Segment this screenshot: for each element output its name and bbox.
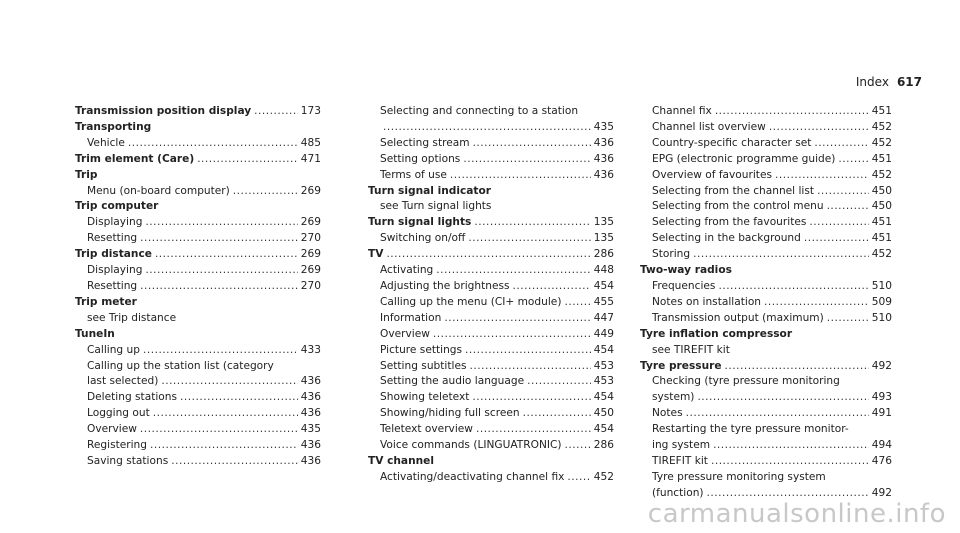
index-subentry[interactable] — [368, 343, 614, 359]
entry-term: Setting subtitles — [380, 359, 467, 372]
leader-dots — [197, 152, 298, 168]
leader-dots — [386, 247, 590, 263]
cross-reference[interactable]: see Trip distance — [87, 311, 177, 324]
page-ref[interactable]: 476 — [871, 454, 892, 467]
page-ref[interactable]: 269 — [300, 216, 321, 229]
entry-term: Notes — [652, 407, 683, 420]
index-subentry-text: Calling up the station list (category — [87, 359, 274, 372]
leader-dots — [140, 279, 298, 295]
page-ref[interactable]: 450 — [871, 184, 892, 197]
page-ref[interactable]: 510 — [871, 311, 892, 324]
leader-dots — [817, 184, 869, 200]
index-heading: Turn signal indicator — [368, 184, 491, 197]
leader-dots — [473, 136, 591, 152]
entry-term: Overview — [87, 423, 137, 436]
leader-dots — [711, 454, 869, 470]
entry-term: Teletext overview — [380, 423, 473, 436]
entry-term: Showing/hiding full screen — [380, 407, 520, 420]
entry-term: Selecting from the channel list — [652, 184, 815, 197]
page-ref[interactable]: 510 — [871, 279, 892, 292]
entry-term: Deleting stations — [87, 391, 178, 404]
leader-dots — [769, 120, 869, 136]
index-subentry[interactable] — [368, 231, 614, 247]
entry-term: Setting the audio language — [380, 375, 525, 388]
index-subentry[interactable] — [640, 454, 892, 470]
leader-dots — [693, 247, 869, 263]
index-subentry-text: Checking (tyre pressure monitoring — [652, 375, 840, 388]
index-subentry[interactable] — [368, 136, 614, 152]
entry-term: Overview — [380, 327, 430, 340]
index-subentry[interactable] — [368, 359, 614, 375]
leader-dots — [775, 168, 869, 184]
leader-dots — [474, 215, 590, 231]
page-ref[interactable]: 471 — [300, 152, 321, 165]
leader-dots — [468, 231, 590, 247]
index-subentry[interactable] — [368, 295, 614, 311]
index-subentry[interactable] — [640, 247, 892, 263]
index-subentry[interactable] — [368, 311, 614, 327]
page-ref[interactable]: 451 — [871, 216, 892, 229]
entry-term: TIREFIT kit — [652, 454, 708, 467]
index-subentry[interactable] — [640, 184, 892, 200]
index-subentry[interactable] — [75, 231, 321, 247]
index-subentry-text: Tyre pressure monitoring system — [652, 470, 826, 483]
leader-dots — [254, 104, 298, 120]
index-subentry[interactable] — [640, 311, 892, 327]
entry-term: Notes on installation — [652, 295, 762, 308]
entry-term: Vehicle — [87, 136, 125, 149]
index-subentry[interactable] — [75, 184, 321, 200]
index-entry[interactable] — [368, 215, 614, 231]
index-subentry[interactable] — [368, 390, 614, 406]
index-entry[interactable] — [368, 247, 614, 263]
leader-dots — [433, 327, 591, 343]
entry-term: Adjusting the brightness — [380, 279, 510, 292]
index-heading: Two-way radios — [640, 264, 732, 277]
index-subentry[interactable] — [640, 104, 892, 120]
entry-term: Voice commands (LINGUATRONIC) — [380, 439, 562, 452]
cross-reference[interactable]: see Turn signal lights — [380, 200, 492, 213]
entry-term: Frequencies — [652, 279, 716, 292]
page-ref[interactable]: 436 — [593, 136, 614, 149]
index-subentry[interactable] — [75, 263, 321, 279]
index-subentry[interactable] — [640, 438, 892, 454]
page-ref[interactable]: 447 — [593, 311, 614, 324]
cross-reference[interactable]: see TIREFIT kit — [652, 343, 730, 356]
entry-term: Logging out — [87, 407, 150, 420]
entry-term: (function) — [652, 486, 704, 499]
page-ref[interactable]: 455 — [593, 295, 614, 308]
leader-dots — [838, 152, 868, 168]
page-ref[interactable]: 269 — [300, 264, 321, 277]
index-subentry[interactable] — [368, 168, 614, 184]
index-entry[interactable] — [75, 247, 321, 263]
leader-dots — [827, 199, 869, 215]
page-ref[interactable]: 269 — [300, 184, 321, 197]
entry-term: system) — [652, 391, 695, 404]
index-subentry[interactable] — [75, 215, 321, 231]
leader-dots — [809, 215, 868, 231]
page-ref[interactable]: 492 — [871, 359, 892, 372]
index-subentry[interactable] — [640, 390, 892, 406]
page-ref[interactable]: 286 — [593, 248, 614, 261]
page-ref[interactable]: 436 — [300, 439, 321, 452]
page-ref[interactable]: 173 — [300, 105, 321, 117]
entry-term: Turn signal lights — [368, 216, 472, 229]
leader-dots — [171, 454, 298, 470]
entry-term: Trim element (Care) — [75, 152, 195, 165]
entry-term: Trip distance — [75, 248, 152, 261]
leader-dots — [718, 279, 868, 295]
entry-term: Selecting stream — [380, 136, 470, 149]
leader-dots — [145, 215, 297, 231]
page-ref[interactable]: 135 — [593, 216, 614, 229]
entry-term: Terms of use — [380, 168, 447, 181]
page-ref[interactable]: 452 — [593, 470, 614, 483]
index-subentry[interactable] — [640, 295, 892, 311]
index-entry[interactable] — [640, 359, 892, 375]
leader-dots — [150, 438, 298, 454]
entry-term: Resetting — [87, 279, 138, 292]
entry-term: Showing teletext — [380, 391, 470, 404]
entry-term: Transmission output (maximum) — [652, 311, 824, 324]
page-ref[interactable]: 454 — [593, 391, 614, 404]
page-ref[interactable]: 492 — [871, 486, 892, 499]
leader-dots — [450, 168, 591, 184]
page-ref[interactable]: 491 — [871, 407, 892, 420]
index-entry[interactable] — [75, 104, 321, 120]
index-column-1 — [75, 104, 321, 470]
index-subentry[interactable] — [640, 168, 892, 184]
leader-dots — [143, 343, 298, 359]
page-ref[interactable]: 436 — [593, 152, 614, 165]
page-ref[interactable]: 452 — [871, 136, 892, 149]
entry-term: Storing — [652, 248, 691, 261]
index-subentry[interactable] — [368, 279, 614, 295]
index-subentry[interactable] — [640, 199, 892, 215]
index-heading: Trip — [75, 168, 98, 181]
index-subentry[interactable] — [640, 406, 892, 422]
page-ref[interactable]: 286 — [593, 439, 614, 452]
page-number: 617 — [896, 75, 922, 89]
index-subentry[interactable] — [368, 152, 614, 168]
leader-dots — [161, 374, 297, 390]
leader-dots — [567, 470, 590, 486]
entry-term: Selecting in the background — [652, 232, 801, 245]
page-ref[interactable]: 454 — [593, 279, 614, 292]
index-subentry[interactable] — [640, 231, 892, 247]
index-subentry[interactable] — [640, 120, 892, 136]
entry-term: last selected) — [87, 375, 159, 388]
entry-term: Tyre pressure — [640, 359, 722, 372]
index-subentry[interactable] — [368, 422, 614, 438]
entry-term: Selecting from the favourites — [652, 216, 807, 229]
page-ref[interactable]: 452 — [871, 168, 892, 181]
leader-dots — [764, 295, 869, 311]
entry-term: Picture settings — [380, 343, 463, 356]
index-subentry[interactable] — [75, 390, 321, 406]
leader-dots — [564, 295, 590, 311]
page-ref[interactable]: 436 — [593, 168, 614, 181]
index-heading: TV channel — [368, 454, 434, 467]
leader-dots — [715, 104, 869, 120]
page-ref[interactable]: 453 — [593, 359, 614, 372]
page-header — [856, 75, 922, 89]
leader-dots — [153, 406, 298, 422]
entry-term: EPG (electronic programme guide) — [652, 152, 836, 165]
entry-term: Displaying — [87, 264, 143, 277]
page-ref[interactable]: 436 — [300, 407, 321, 420]
page-ref[interactable]: 270 — [300, 279, 321, 292]
leader-dots — [804, 231, 869, 247]
leader-dots — [527, 374, 591, 390]
index-subentry[interactable] — [75, 279, 321, 295]
page-ref[interactable]: 454 — [593, 423, 614, 436]
entry-term: Calling up — [87, 343, 140, 356]
page-ref[interactable]: 436 — [300, 454, 321, 467]
index-subentry[interactable] — [368, 406, 614, 422]
entry-term: Channel fix — [652, 105, 712, 117]
entry-term: Selecting from the control menu — [652, 200, 824, 213]
leader-dots — [463, 152, 590, 168]
index-entry[interactable] — [75, 152, 321, 168]
page-ref[interactable]: 451 — [871, 105, 892, 117]
page-ref[interactable]: 453 — [593, 375, 614, 388]
page-ref[interactable]: 485 — [300, 136, 321, 149]
entry-term: Registering — [87, 439, 147, 452]
index-subentry[interactable] — [75, 343, 321, 359]
leader-dots — [436, 263, 590, 279]
page-ref[interactable]: 451 — [871, 152, 892, 165]
entry-term: Saving stations — [87, 454, 169, 467]
leader-dots — [145, 263, 297, 279]
leader-dots — [686, 406, 869, 422]
leader-dots — [383, 120, 591, 136]
index-subentry[interactable] — [368, 470, 614, 486]
index-heading: Trip meter — [75, 295, 137, 308]
page-ref[interactable]: 449 — [593, 327, 614, 340]
entry-term: Displaying — [87, 216, 143, 229]
entry-term: Country-specific character set — [652, 136, 812, 149]
leader-dots — [140, 231, 298, 247]
leader-dots — [465, 343, 591, 359]
page-ref[interactable]: 452 — [871, 248, 892, 261]
index-heading: Tyre inflation compressor — [640, 327, 793, 340]
index-column-3 — [640, 104, 892, 502]
index-subentry[interactable] — [75, 438, 321, 454]
leader-dots — [233, 184, 298, 200]
leader-dots — [476, 422, 591, 438]
leader-dots — [140, 422, 298, 438]
entry-term: ing system — [652, 439, 711, 452]
header-label: Index — [855, 75, 889, 89]
entry-term: Overview of favourites — [652, 168, 772, 181]
leader-dots — [814, 136, 868, 152]
page-ref[interactable]: 450 — [871, 200, 892, 213]
index-subentry[interactable] — [368, 120, 614, 136]
index-column-2 — [368, 104, 614, 486]
leader-dots — [827, 311, 869, 327]
page-ref[interactable]: 269 — [300, 248, 321, 261]
page-ref[interactable]: 452 — [871, 120, 892, 133]
index-subentry[interactable] — [640, 279, 892, 295]
index-subentry[interactable] — [368, 438, 614, 454]
entry-term: Switching on/off — [380, 232, 466, 245]
page-ref[interactable]: 493 — [871, 391, 892, 404]
watermark: carmanualsonline.info — [647, 499, 946, 529]
entry-term: Information — [380, 311, 442, 324]
page-ref[interactable]: 451 — [871, 232, 892, 245]
index-subentry[interactable] — [368, 263, 614, 279]
index-heading: Transporting — [75, 120, 152, 133]
index-subentry[interactable] — [75, 136, 321, 152]
index-subentry[interactable] — [75, 422, 321, 438]
leader-dots — [523, 406, 591, 422]
entry-term: Activating/deactivating channel fix — [380, 470, 565, 483]
page-ref[interactable]: 135 — [593, 232, 614, 245]
page-ref[interactable]: 433 — [300, 343, 321, 356]
index-subentry[interactable] — [75, 406, 321, 422]
page-ref[interactable]: 436 — [300, 391, 321, 404]
leader-dots — [470, 359, 591, 375]
leader-dots — [128, 136, 298, 152]
leader-dots — [697, 390, 868, 406]
page-ref[interactable]: 270 — [300, 232, 321, 245]
index-subentry-text: Selecting and connecting to a station — [380, 105, 579, 117]
leader-dots — [713, 438, 869, 454]
index-subentry[interactable] — [640, 136, 892, 152]
index-subentry[interactable] — [75, 454, 321, 470]
entry-term: Channel list overview — [652, 120, 766, 133]
leader-dots — [725, 359, 869, 375]
index-subentry[interactable] — [75, 374, 321, 390]
leader-dots — [180, 390, 298, 406]
index-heading: Trip computer — [75, 200, 159, 213]
entry-term: Calling up the menu (CI+ module) — [380, 295, 562, 308]
entry-term: Resetting — [87, 232, 138, 245]
index-heading: TuneIn — [75, 327, 115, 340]
entry-term: Menu (on-board computer) — [87, 184, 230, 197]
index-subentry[interactable] — [640, 152, 892, 168]
page-ref[interactable]: 435 — [300, 423, 321, 436]
index-subentry-text: Restarting the tyre pressure monitor- — [652, 423, 849, 436]
page-ref[interactable]: 454 — [593, 343, 614, 356]
index-subentry[interactable] — [368, 374, 614, 390]
entry-term: Setting options — [380, 152, 461, 165]
leader-dots — [155, 247, 298, 263]
index-subentry[interactable] — [368, 327, 614, 343]
leader-dots — [565, 438, 591, 454]
index-subentry[interactable] — [640, 215, 892, 231]
page-ref[interactable]: 448 — [593, 264, 614, 277]
entry-term: Transmission position display — [75, 105, 252, 117]
page-ref[interactable]: 435 — [593, 120, 614, 133]
page-ref[interactable]: 494 — [871, 439, 892, 452]
page-ref[interactable]: 436 — [300, 375, 321, 388]
page-ref[interactable]: 509 — [871, 295, 892, 308]
leader-dots — [444, 311, 590, 327]
leader-dots — [513, 279, 591, 295]
page-ref[interactable]: 450 — [593, 407, 614, 420]
leader-dots — [472, 390, 590, 406]
entry-term: TV — [368, 248, 384, 261]
entry-term: Activating — [380, 264, 434, 277]
